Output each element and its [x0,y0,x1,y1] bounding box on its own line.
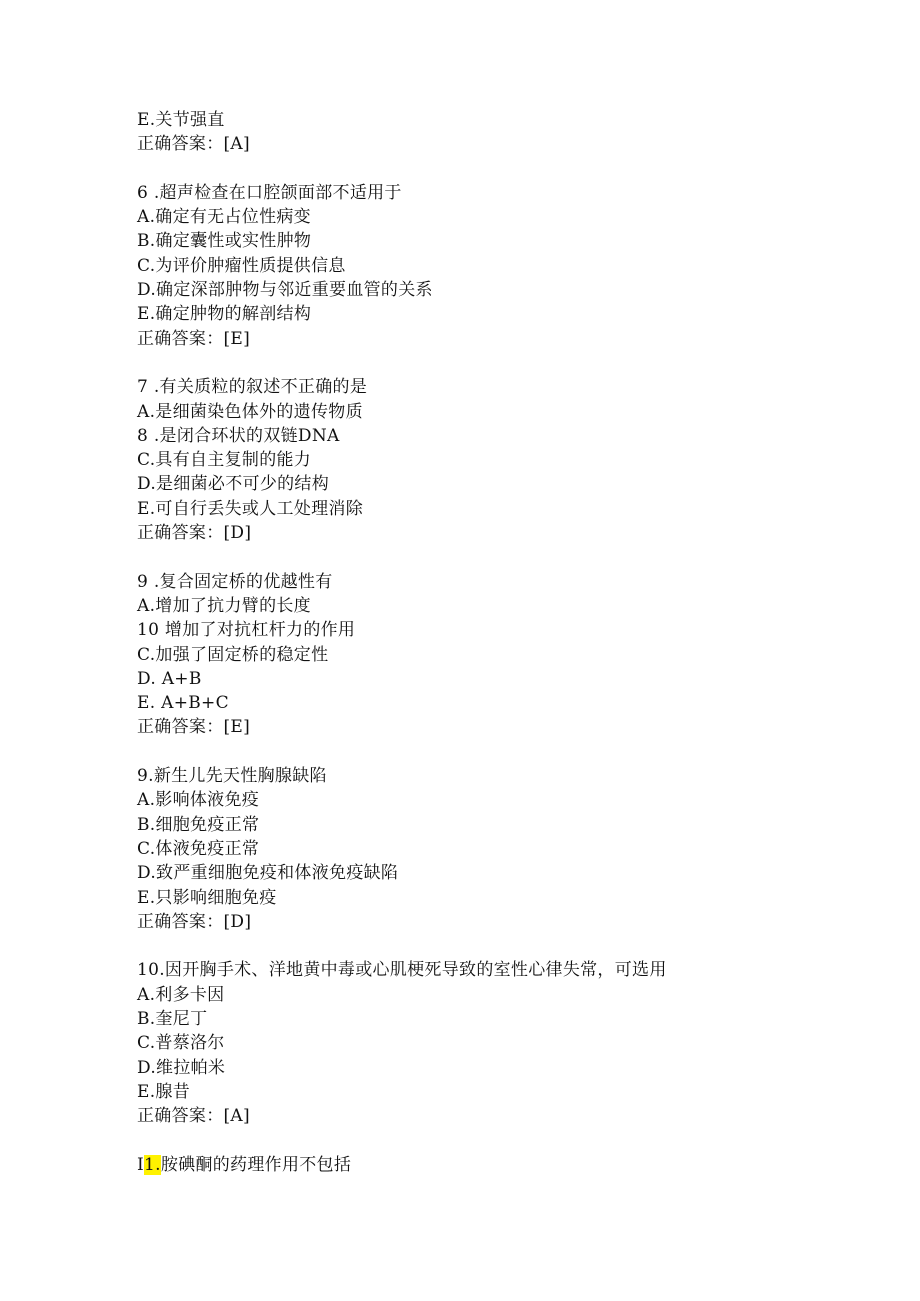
correct-answer: 正确答案：[A] [137,1106,250,1127]
option-d: D. A+B [137,668,202,689]
option-a: A.利多卡因 [137,984,225,1005]
option-d: D.确定深部肿物与邻近重要血管的关系 [137,280,433,301]
correct-answer: 正确答案：[E] [137,717,251,738]
option-e: E. A+B+C [137,693,229,714]
option-e: E.关节强直 [137,110,225,130]
spacer [137,1128,877,1152]
option-e: E.腺昔 [137,1081,191,1102]
option-b: 10 增加了对抗杠杆力的作用 [137,620,356,641]
option-a: A.影响体液免疫 [137,790,260,811]
option-d: D.致严重细胞免疫和体液免疫缺陷 [137,863,399,884]
question-stem: 7 .有关质粒的叙述不正确的是 [137,377,368,398]
option-b: B.确定囊性或实性肿物 [137,231,312,252]
option-e: E.可自行丢失或人工处理消除 [137,498,364,519]
option-c: C.普蔡洛尔 [137,1033,225,1054]
question-block-5-tail [137,108,877,157]
option-e: E.确定肿物的解剖结构 [137,304,312,325]
question-stem: 9 .复合固定桥的优越性有 [137,571,333,592]
correct-answer: 正确答案：[D] [137,523,252,544]
option-e: E.只影响细胞免疫 [137,887,277,908]
question-block-6 [137,181,877,351]
question-block-11 [137,1153,877,1177]
question-number-prefix: I [137,1154,145,1175]
question-text: 胺碘酮的药理作用不包括 [160,1154,352,1175]
option-b: 8 .是闭合环状的双链DNA [137,425,340,446]
option-c: C.加强了固定桥的稳定性 [137,644,329,665]
question-stem [137,1153,877,1177]
question-block-7 [137,375,877,545]
highlighted-number: 1. [144,1154,161,1175]
spacer [137,351,877,375]
option-c: C.体液免疫正常 [137,838,260,859]
question-block-9a [137,570,877,740]
question-block-9b [137,764,877,934]
question-stem: 6 .超声检查在口腔颌面部不适用于 [137,182,402,203]
option-a: A.增加了抗力臂的长度 [137,595,311,616]
question-stem: 9.新生儿先天性胸腺缺陷 [137,766,327,787]
option-a: A.确定有无占位性病变 [137,207,311,228]
document-page [137,108,877,1177]
question-stem: 10.因开胸手术、洋地黄中毒或心肌梗死导致的室性心律失常，可选用 [137,960,667,981]
option-c: C.为评价肿瘤性质提供信息 [137,255,346,276]
question-block-10 [137,958,877,1128]
correct-answer: 正确答案：[A] [137,134,250,155]
option-b: B.细胞免疫正常 [137,814,260,835]
option-d: D.是细菌必不可少的结构 [137,474,330,495]
option-a: A.是细菌染色体外的遗传物质 [137,401,363,422]
spacer [137,934,877,958]
correct-answer: 正确答案：[D] [137,911,252,932]
option-c: C.具有自主复制的能力 [137,450,312,471]
spacer [137,157,877,181]
option-b: B.奎尼丁 [137,1008,208,1029]
spacer [137,740,877,764]
spacer [137,545,877,569]
option-d: D.维拉帕米 [137,1057,226,1078]
correct-answer: 正确答案：[E] [137,328,251,349]
